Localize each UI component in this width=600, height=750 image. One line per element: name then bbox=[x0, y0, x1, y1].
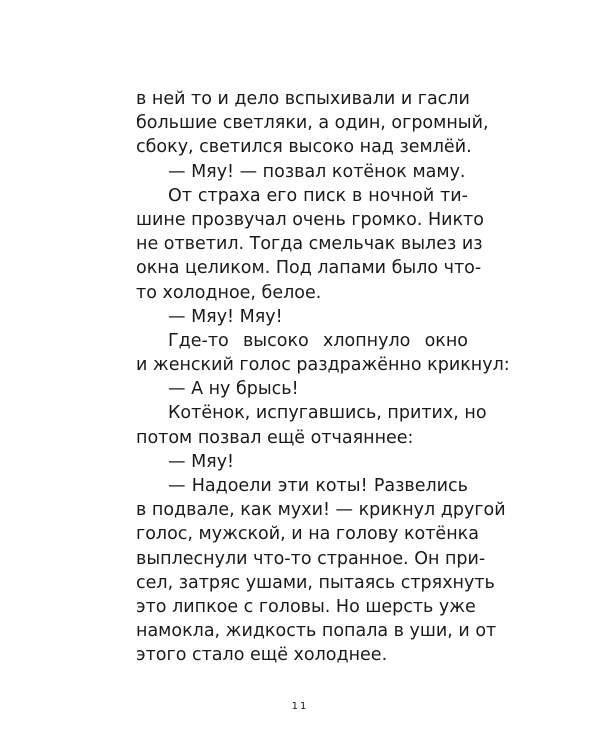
text-line: голос, мужской, и на голову котёнка bbox=[136, 524, 479, 545]
text-line: этого стало ещё холоднее. bbox=[136, 645, 388, 666]
text-line: намокла, жидкость попала в уши, и от bbox=[136, 621, 497, 642]
text-line: это липкое с головы. Но шерсть уже bbox=[136, 596, 476, 617]
text-line: не ответил. Тогда смельчак вылез из bbox=[136, 234, 483, 255]
text-line: и женский голос раздражённо крикнул: bbox=[136, 355, 510, 376]
text-line: то холодное, белое. bbox=[136, 282, 322, 303]
text-line: — Надоели эти коты! Развелись bbox=[168, 476, 468, 496]
text-line: — А ну брысь! bbox=[168, 379, 299, 400]
text-line: Где-то высоко хлопнуло окно bbox=[168, 330, 468, 351]
page-number: 11 bbox=[291, 701, 309, 712]
text-line: Котёнок, испугавшись, притих, но bbox=[168, 403, 487, 424]
text-line: в подвале, как мухи! — крикнул другой bbox=[136, 500, 506, 521]
text-line: — Мяу! bbox=[168, 451, 235, 472]
text-line: потом позвал ещё отчаяннее: bbox=[136, 427, 414, 448]
text-line: большие светляки, а один, огромный, bbox=[136, 113, 489, 134]
text-line: окна целиком. Под лапами было что- bbox=[136, 258, 482, 279]
text-line: выплеснули что-то странное. Он при- bbox=[136, 548, 486, 569]
text-line: сел, затряс ушами, пытаясь стряхнуть bbox=[136, 572, 495, 593]
text-line: шине прозвучал очень громко. Никто bbox=[136, 209, 484, 230]
text-line: сбоку, светился высоко над землёй. bbox=[136, 137, 472, 158]
text-line: — Мяу! Мяу! bbox=[168, 306, 283, 327]
text-line: — Мяу! — позвал котёнок маму. bbox=[168, 161, 466, 182]
text-line: От страха его писк в ночной ти- bbox=[168, 185, 468, 206]
text-line: в ней то и дело вспыхивали и гасли bbox=[136, 89, 470, 109]
body-text bbox=[136, 87, 510, 668]
